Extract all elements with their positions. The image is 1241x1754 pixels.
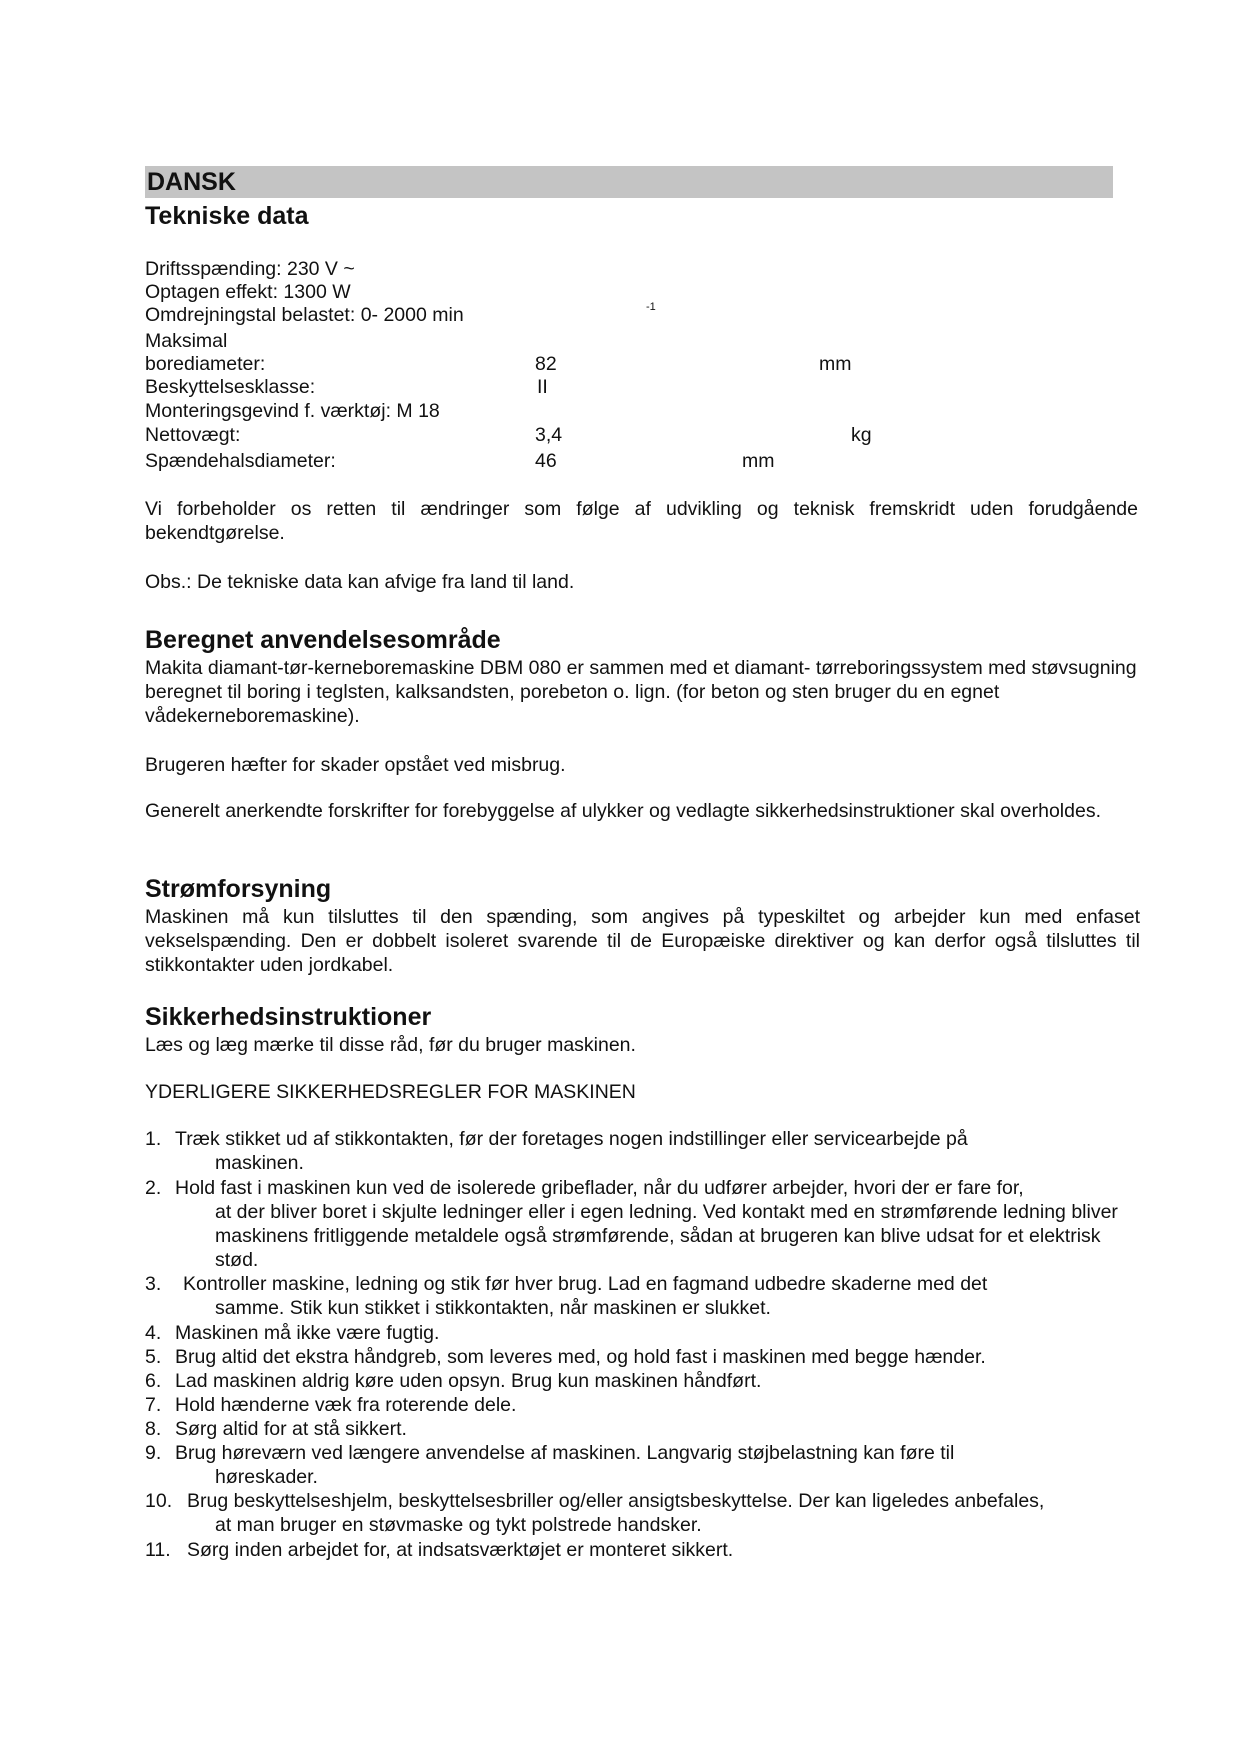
rule-text: Hold hænderne væk fra roterende dele.	[175, 1394, 517, 1416]
tech-heading: Tekniske data	[145, 202, 309, 230]
safety-intro: Læs og læg mærke til disse råd, før du bruger maskinen.	[145, 1034, 636, 1056]
power-paragraph: Maskinen må kun tilsluttes til den spænding, som angives på typeskiltet og arbejder kun med enfaset vekselspænding. Den er dobbelt isoleret svarende til de Europæiske direktiver og kan derfor også tilsluttes til stikkontakter uden jordkabel.	[145, 906, 1140, 976]
tech-note-countries: Obs.: De tekniske data kan afvige fra land til land.	[145, 571, 575, 593]
power-heading: Strømforsyning	[145, 875, 332, 903]
usage-paragraph-2: Brugeren hæfter for skader opstået ved misbrug.	[145, 754, 566, 776]
rule-text-continued: samme. Stik kun stikket i stikkontakten, når maskinen er slukket.	[215, 1297, 771, 1319]
rule-text-continued: at man bruger en støvmaske og tykt polstrede handsker.	[215, 1514, 702, 1536]
usage-heading: Beregnet anvendelsesområde	[145, 626, 501, 654]
safety-subheading: YDERLIGERE SIKKERHEDSREGLER FOR MASKINEN	[145, 1081, 636, 1103]
rule-text-continued: maskinen.	[215, 1152, 304, 1174]
usage-paragraph-1: Makita diamant-tør-kerneboremaskine DBM 080 er sammen med et diamant- tørreboringssystem med støvsugning beregnet til boring i teglsten, kalksandsten, porebeton o. lign. (for beton og sten bruger du en egnet vådekerneboremaskine).	[145, 657, 1137, 727]
tech-maxdia-line1: Maksimal	[145, 330, 228, 352]
tech-power: Optagen effekt: 1300 W	[145, 281, 351, 303]
tech-neck-label: Spændehalsdiameter:	[145, 450, 336, 472]
rule-text: Brug altid det ekstra håndgreb, som leveres med, og hold fast i maskinen med begge hænder.	[175, 1346, 986, 1368]
rule-number: 3.	[145, 1273, 162, 1295]
language-label: DANSK	[147, 168, 236, 196]
rule-text: Maskinen må ikke være fugtig.	[175, 1322, 440, 1344]
rule-number: 8.	[145, 1418, 162, 1440]
language-bar	[145, 166, 1113, 198]
rule-text: Brug beskyttelseshjelm, beskyttelsesbriller og/eller ansigtsbeskyttelse. Der kan ligeledes anbefales,	[187, 1490, 1045, 1512]
rule-text-continued: høreskader.	[215, 1466, 318, 1488]
tech-voltage: Driftsspænding: 230 V ~	[145, 258, 355, 280]
rule-number: 6.	[145, 1370, 162, 1392]
rule-text-continued: at der bliver boret i skjulte ledninger eller i egen ledning. Ved kontakt med en strømførende ledning bliver maskinens fritliggende metaldele også strømførende, sådan at brugeren kan blive udsat for et elektrisk stød.	[215, 1201, 1118, 1271]
tech-speed: Omdrejningstal belastet: 0- 2000 min	[145, 304, 464, 326]
rule-text: Sørg altid for at stå sikkert.	[175, 1418, 407, 1440]
tech-thread: Monteringsgevind f. værktøj: M 18	[145, 400, 440, 422]
tech-speed-superscript: -1	[646, 301, 656, 313]
tech-weight-value: 3,4	[535, 424, 563, 446]
rule-number: 5.	[145, 1346, 162, 1368]
rule-text: Træk stikket ud af stikkontakten, før der foretages nogen indstillinger eller servicearbejde på	[175, 1128, 968, 1150]
rule-number: 9.	[145, 1442, 162, 1464]
tech-maxdia-unit: mm	[819, 353, 852, 375]
rule-number: 11.	[145, 1539, 171, 1561]
tech-class-label: Beskyttelsesklasse:	[145, 376, 316, 398]
rule-text: Lad maskinen aldrig køre uden opsyn. Brug kun maskinen håndført.	[175, 1370, 762, 1392]
tech-weight-unit: kg	[851, 424, 872, 446]
rule-number: 7.	[145, 1394, 162, 1416]
tech-weight-label: Nettovægt:	[145, 424, 241, 446]
tech-class-value: II	[537, 376, 548, 398]
safety-heading: Sikkerhedsinstruktioner	[145, 1003, 432, 1031]
tech-note-changes: Vi forbeholder os retten til ændringer som følge af udvikling og teknisk fremskridt uden forudgående bekendtgørelse.	[145, 498, 1138, 544]
rule-text: Kontroller maskine, ledning og stik før hver brug. Lad en fagmand udbedre skaderne med det	[183, 1273, 988, 1295]
rule-number: 4.	[145, 1322, 162, 1344]
rule-number: 10.	[145, 1490, 173, 1512]
tech-neck-value: 46	[535, 450, 557, 472]
rule-text: Hold fast i maskinen kun ved de isolerede gribeflader, når du udfører arbejder, hvori der er fare for,	[175, 1177, 1024, 1199]
tech-maxdia-value: 82	[535, 353, 557, 375]
rule-number: 1.	[145, 1128, 162, 1150]
usage-paragraph-3: Generelt anerkendte forskrifter for forebyggelse af ulykker og vedlagte sikkerhedsinstruktioner skal overholdes.	[145, 800, 1101, 822]
rule-text: Brug høreværn ved længere anvendelse af maskinen. Langvarig støjbelastning kan føre til	[175, 1442, 955, 1464]
rule-text: Sørg inden arbejdet for, at indsatsværktøjet er monteret sikkert.	[187, 1539, 734, 1561]
tech-maxdia-label: borediameter:	[145, 353, 266, 375]
rule-number: 2.	[145, 1177, 162, 1199]
tech-neck-unit: mm	[742, 450, 775, 472]
